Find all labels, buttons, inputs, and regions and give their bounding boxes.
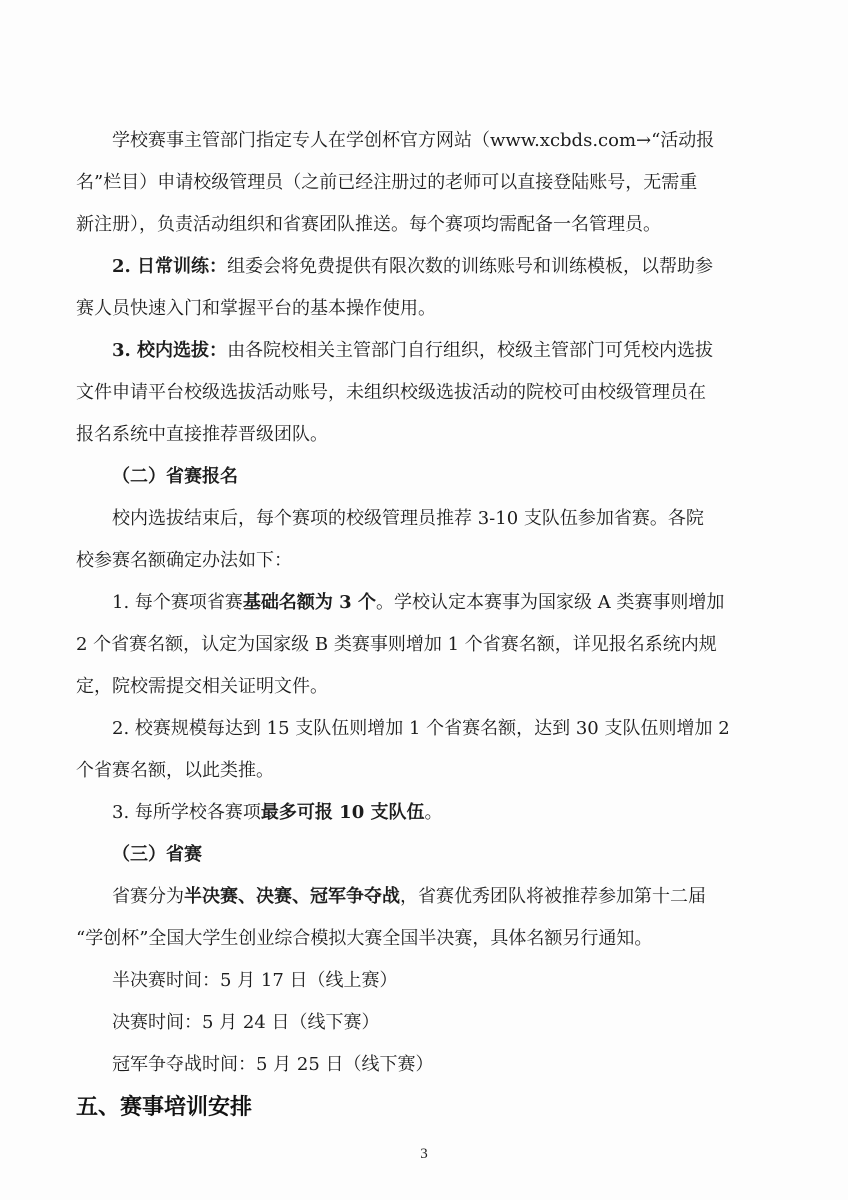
paragraph-1-line-2: 名”栏目）申请校级管理员（之前已经注册过的老师可以直接登陆账号，无需重 <box>76 172 698 193</box>
championship-time: 冠军争夺战时间：5 月 25 日（线下赛） <box>112 1054 434 1075</box>
paragraph-4-line-2: 校参赛名额确定办法如下： <box>76 550 292 571</box>
max-teams-bold: 最多可报 10 支队伍 <box>260 802 425 823</box>
paragraph-1-line-1: 学校赛事主管部门指定专人在学创杯官方网站（www.xcbds.com→“活动报 <box>112 130 715 151</box>
paragraph-1-line-3: 新注册），负责活动组织和省赛团队推送。每个赛项均需配备一名管理员。 <box>76 214 661 235</box>
paragraph-5-line-3: 定，院校需提交相关证明文件。 <box>76 676 328 697</box>
daily-training-label: 2. 日常训练： <box>112 256 228 277</box>
paragraph-3-line-3: 报名系统中直接推荐晋级团队。 <box>76 424 328 445</box>
quota-rule-1-post: 。学校认定本赛事为国家级 A 类赛事则增加 <box>375 592 725 613</box>
paragraph-8-line-2: “学创杯”全国大学生创业综合模拟大赛全国半决赛，具体名额另行通知。 <box>76 928 653 949</box>
paragraph-5-line-1 <box>76 582 818 624</box>
paragraph-2-line-1 <box>76 246 818 288</box>
paragraph-6-line-2: 个省赛名额，以此类推。 <box>76 760 274 781</box>
school-selection-label: 3. 校内选拔： <box>112 340 228 361</box>
stages-bold: 半决赛、决赛、冠军争夺战 <box>184 886 400 907</box>
final-time: 决赛时间：5 月 24 日（线下赛） <box>112 1012 380 1033</box>
quota-rule-3-post: 。 <box>424 802 443 823</box>
paragraph-5-line-2: 2 个省赛名额，认定为国家级 B 类赛事则增加 1 个省赛名额，详见报名系统内规 <box>76 634 717 655</box>
section-5-title: 五、赛事培训安排 <box>76 1095 253 1120</box>
paragraph-7-line-1 <box>76 792 818 834</box>
stages-post: ，省赛优秀团队将被推荐参加第十二届 <box>400 886 706 907</box>
base-quota-bold: 基础名额为 3 个 <box>242 592 376 613</box>
paragraph-3-line-2: 文件申请平台校级选拔活动账号，未组织校级选拔活动的院校可由校级管理员在 <box>76 382 706 403</box>
stages-pre: 省赛分为 <box>112 886 184 907</box>
quota-rule-1-pre: 1. 每个赛项省赛 <box>112 592 243 613</box>
page-number: 3 <box>420 1146 428 1162</box>
subheading-provincial-registration: （二）省赛报名 <box>112 466 238 487</box>
paragraph-2-line-2: 赛人员快速入门和掌握平台的基本操作使用。 <box>76 298 436 319</box>
quota-rule-3-pre: 3. 每所学校各赛项 <box>112 802 261 823</box>
daily-training-text: 组委会将免费提供有限次数的训练账号和训练模板，以帮助参 <box>227 256 714 277</box>
subheading-provincial-competition: （三）省赛 <box>112 844 202 865</box>
paragraph-4-line-1: 校内选拔结束后，每个赛项的校级管理员推荐 3-10 支队伍参加省赛。各院 <box>112 508 704 529</box>
semifinal-time: 半决赛时间：5 月 17 日（线上赛） <box>112 970 398 991</box>
paragraph-8-line-1 <box>76 876 818 918</box>
school-selection-text: 由各院校相关主管部门自行组织，校级主管部门可凭校内选拔 <box>227 340 714 361</box>
paragraph-3-line-1 <box>76 330 818 372</box>
paragraph-6-line-1: 2. 校赛规模每达到 15 支队伍则增加 1 个省赛名额，达到 30 支队伍则增加 2 <box>112 718 730 739</box>
